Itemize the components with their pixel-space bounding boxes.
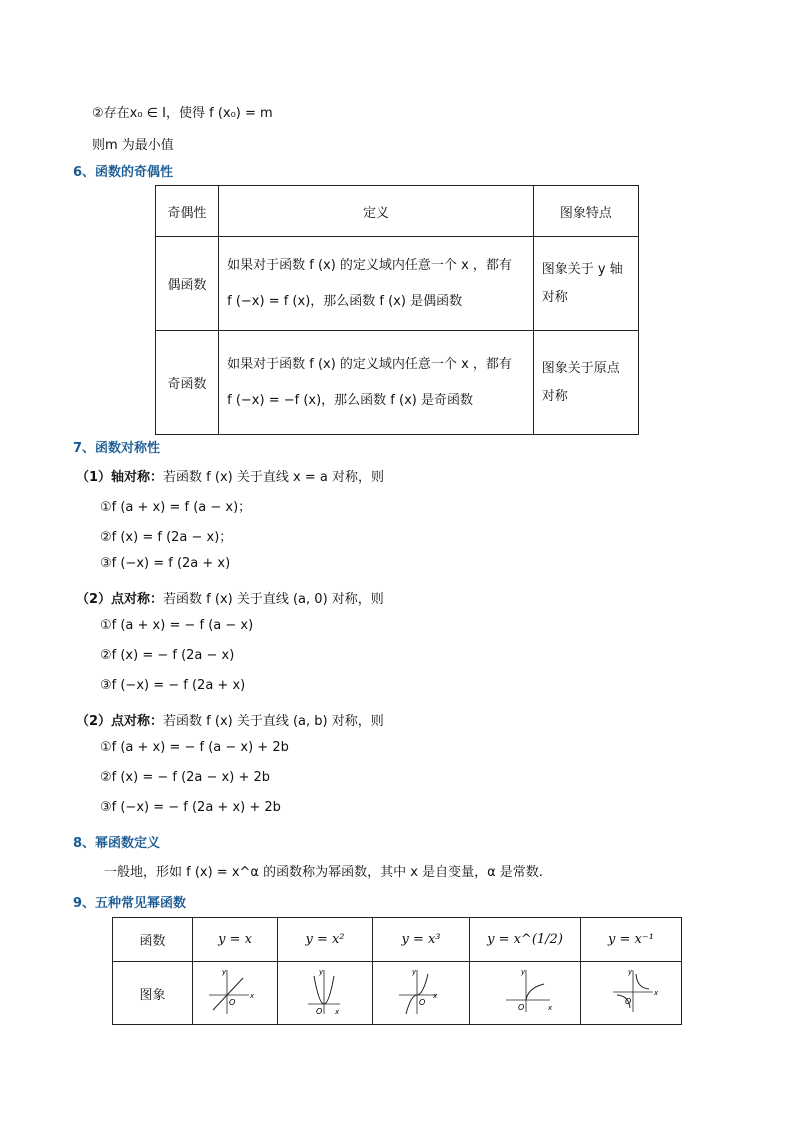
axis-symmetry-label: （1）轴对称： [76, 470, 164, 485]
point-symmetry-line [76, 588, 384, 607]
axis-x-label: x [433, 992, 438, 1000]
even-def-line1: 如果对于函数 f (x) 的定义域内任意一个 x ，都有 [227, 257, 512, 273]
section-6-title: 6、函数的奇偶性 [73, 165, 174, 180]
parity-table [155, 185, 639, 435]
header-parity: 奇偶性 [156, 186, 219, 237]
point2-item-2: ②f (x) = − f (2a − x) + 2b [100, 770, 271, 785]
section-8-title: 8、幂函数定义 [73, 836, 161, 851]
point2-symmetry-label: （2）点对称： [76, 714, 164, 729]
func-y-inverse: y = x⁻¹ [581, 918, 682, 962]
parity-header-row [156, 186, 639, 237]
graph-cell-linear [193, 962, 278, 1025]
axis-x-label: x [654, 989, 659, 997]
even-definition [219, 237, 534, 331]
odd-feature [533, 331, 638, 435]
origin-label: O [316, 1007, 323, 1016]
odd-feature-line2: 对称 [541, 388, 568, 404]
axis-y-label: y [412, 968, 417, 976]
even-row [156, 237, 639, 331]
odd-def-line1: 如果对于函数 f (x) 的定义域内任意一个 x ，都有 [227, 356, 512, 372]
graph-cell-cube [373, 962, 470, 1025]
even-feature [533, 237, 638, 331]
odd-feature-line1: 图象关于原点 [541, 360, 620, 376]
point2-item-3: ③f (−x) = − f (2a + x) + 2b [100, 800, 281, 815]
axis-item-1: ①f (a + x) = f (a − x)； [100, 500, 252, 515]
graph-cell-inverse [581, 962, 682, 1025]
axis-y-label: y [521, 968, 526, 976]
odd-name: 奇函数 [156, 331, 219, 435]
point2-item-1: ①f (a + x) = − f (a − x) + 2b [100, 740, 289, 755]
header-graph-feature: 图象特点 [533, 186, 638, 237]
point-symmetry-label: （2）点对称： [76, 592, 164, 607]
even-def-line2: f (−x) = f (x)，那么函数 f (x) 是偶函数 [227, 293, 463, 309]
graph-cube [373, 962, 469, 1024]
odd-row [156, 331, 639, 435]
point-item-2: ②f (x) = − f (2a − x) [100, 648, 235, 663]
axis-symmetry-line [76, 466, 384, 485]
point2-symmetry-text: 若函数 f (x) 关于直线 (a, b) 对称，则 [163, 714, 384, 729]
point-item-1: ①f (a + x) = − f (a − x) [100, 618, 254, 633]
odd-def-line2: f (−x) = −f (x)，那么函数 f (x) 是奇函数 [227, 392, 473, 408]
even-feature-line2: 对称 [541, 289, 568, 305]
section-7-title: 7、函数对称性 [73, 441, 161, 456]
function-row-label: 函数 [113, 918, 193, 962]
graph-cell-sqrt [470, 962, 581, 1025]
origin-label: O [229, 998, 236, 1007]
func-y-sqrt: y = x^(1/2) [470, 918, 581, 962]
func-y-x: y = x [193, 918, 278, 962]
func-y-x3: y = x³ [373, 918, 470, 962]
function-row [113, 918, 682, 962]
origin-label: O [625, 997, 632, 1006]
origin-label: O [419, 998, 426, 1007]
graph-linear [193, 962, 277, 1024]
point2-symmetry-line [76, 710, 384, 729]
axis-item-2: ②f (x) = f (2a − x)； [100, 530, 233, 545]
graph-cell-square [278, 962, 373, 1025]
point-symmetry-text: 若函数 f (x) 关于直线 (a, 0) 对称，则 [163, 592, 384, 607]
origin-label: O [518, 1003, 525, 1012]
graph-inverse [581, 962, 681, 1024]
axis-item-3: ③f (−x) = f (2a + x) [100, 556, 231, 571]
exists-condition-line: ②存在x₀ ∈ I，使得 f (x₀) = m [92, 106, 273, 121]
odd-definition [219, 331, 534, 435]
axis-y-label: y [222, 968, 227, 976]
axis-y-label: y [319, 968, 324, 976]
point-item-3: ③f (−x) = − f (2a + x) [100, 678, 246, 693]
axis-x-label: x [250, 992, 255, 1000]
even-name: 偶函数 [156, 237, 219, 331]
graph-row-label: 图象 [113, 962, 193, 1025]
even-feature-line1: 图象关于 y 轴 [541, 261, 623, 277]
power-function-definition: 一般地，形如 f (x) = x^α 的函数称为幂函数，其中 x 是自变量，α 是常数. [104, 865, 543, 880]
axis-symmetry-text: 若函数 f (x) 关于直线 x = a 对称，则 [163, 470, 384, 485]
graph-sqrt [470, 962, 580, 1024]
axis-x-label: x [335, 1008, 340, 1016]
axis-y-label: y [628, 968, 633, 976]
func-y-x2: y = x² [278, 918, 373, 962]
axis-x-label: x [548, 1004, 553, 1012]
graph-row [113, 962, 682, 1025]
header-definition: 定义 [219, 186, 534, 237]
power-function-table [112, 917, 682, 1025]
graph-square [278, 962, 372, 1024]
section-9-title: 9、五种常见幂函数 [73, 896, 187, 911]
min-value-line: 则m 为最小值 [92, 138, 174, 153]
